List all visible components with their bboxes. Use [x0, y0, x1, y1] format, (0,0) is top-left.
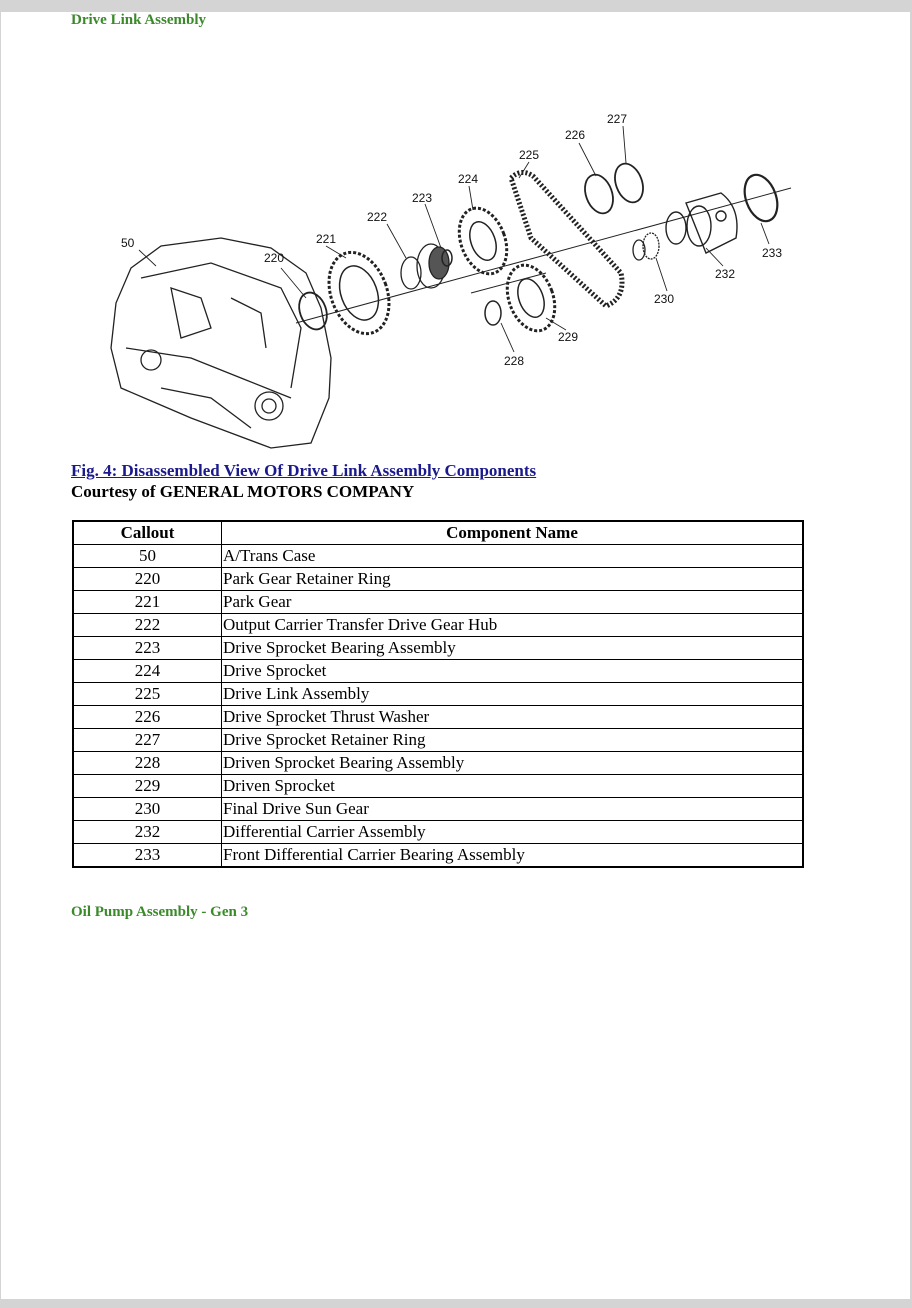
retainer-ring-shape	[610, 160, 648, 206]
column-header-callout: Callout	[73, 521, 222, 545]
component-name-cell: Output Carrier Transfer Drive Gear Hub	[222, 614, 804, 637]
carrier-bearing-shape	[739, 170, 784, 225]
next-section-title[interactable]: Oil Pump Assembly - Gen 3	[71, 904, 249, 920]
callout-cell: 229	[73, 775, 222, 798]
table-row	[73, 683, 803, 706]
table-row	[73, 706, 803, 729]
table-row	[73, 729, 803, 752]
callout-label: 225	[519, 148, 540, 162]
callout-label: 230	[654, 292, 675, 306]
callout-label: 221	[316, 232, 337, 246]
table-header-row	[73, 521, 803, 545]
callout-cell: 223	[73, 637, 222, 660]
callout-cell: 50	[73, 545, 222, 568]
driven-sprocket-bearing-shape	[485, 301, 501, 325]
callout-cell: 230	[73, 798, 222, 821]
callout-label: 228	[504, 354, 525, 368]
component-name-cell: A/Trans Case	[222, 545, 804, 568]
table-row	[73, 568, 803, 591]
drive-sprocket-shape	[451, 202, 516, 281]
component-name-cell: Differential Carrier Assembly	[222, 821, 804, 844]
callout-cell: 226	[73, 706, 222, 729]
callout-cell: 227	[73, 729, 222, 752]
table-row	[73, 591, 803, 614]
exploded-view-diagram	[101, 98, 801, 458]
component-name-cell: Front Differential Carrier Bearing Assembly	[222, 844, 804, 868]
table-row	[73, 844, 803, 868]
figure-courtesy: Courtesy of GENERAL MOTORS COMPANY	[71, 482, 415, 501]
callout-cell: 232	[73, 821, 222, 844]
callout-label: 223	[412, 191, 433, 205]
callout-label: 232	[715, 267, 736, 281]
callout-cell: 220	[73, 568, 222, 591]
callout-cell: 225	[73, 683, 222, 706]
callout-cell: 233	[73, 844, 222, 868]
component-name-cell: Drive Sprocket Bearing Assembly	[222, 637, 804, 660]
sun-gear-shape	[633, 233, 659, 260]
callout-cell: 221	[73, 591, 222, 614]
component-name-cell: Park Gear Retainer Ring	[222, 568, 804, 591]
table-row	[73, 660, 803, 683]
callout-label: 222	[367, 210, 388, 224]
component-name-cell: Drive Sprocket Thrust Washer	[222, 706, 804, 729]
table-row	[73, 821, 803, 844]
component-name-cell: Park Gear	[222, 591, 804, 614]
differential-carrier-shape	[666, 193, 737, 253]
document-page	[1, 12, 910, 1299]
figure-caption-link[interactable]: Fig. 4: Disassembled View Of Drive Link Assembly Components	[71, 461, 537, 480]
column-header-component-name: Component Name	[222, 521, 804, 545]
callout-label: 233	[762, 246, 783, 260]
table-row	[73, 545, 803, 568]
trans-case-drawing	[111, 238, 331, 448]
table-row	[73, 798, 803, 821]
table-row	[73, 775, 803, 798]
component-name-cell: Final Drive Sun Gear	[222, 798, 804, 821]
callout-table	[72, 520, 804, 868]
callout-label: 50	[121, 236, 135, 250]
table-row	[73, 637, 803, 660]
callout-cell: 222	[73, 614, 222, 637]
component-name-cell: Driven Sprocket	[222, 775, 804, 798]
thrust-washer-shape	[580, 171, 618, 217]
component-name-cell: Driven Sprocket Bearing Assembly	[222, 752, 804, 775]
callout-label: 227	[607, 112, 628, 126]
section-title: Drive Link Assembly	[71, 12, 207, 28]
drive-link-chain-shape	[511, 172, 622, 306]
park-gear-shape	[318, 244, 399, 342]
component-name-cell: Drive Link Assembly	[222, 683, 804, 706]
output-carrier-hub-shape	[401, 244, 449, 289]
callout-label: 220	[264, 251, 285, 265]
callout-label: 229	[558, 330, 579, 344]
callout-leader-lines	[139, 126, 769, 352]
component-name-cell: Drive Sprocket Retainer Ring	[222, 729, 804, 752]
driven-sprocket-shape	[499, 259, 564, 338]
table-row	[73, 752, 803, 775]
callout-cell: 224	[73, 660, 222, 683]
callout-label: 224	[458, 172, 479, 186]
component-name-cell: Drive Sprocket	[222, 660, 804, 683]
callout-label: 226	[565, 128, 586, 142]
table-row	[73, 614, 803, 637]
callout-cell: 228	[73, 752, 222, 775]
